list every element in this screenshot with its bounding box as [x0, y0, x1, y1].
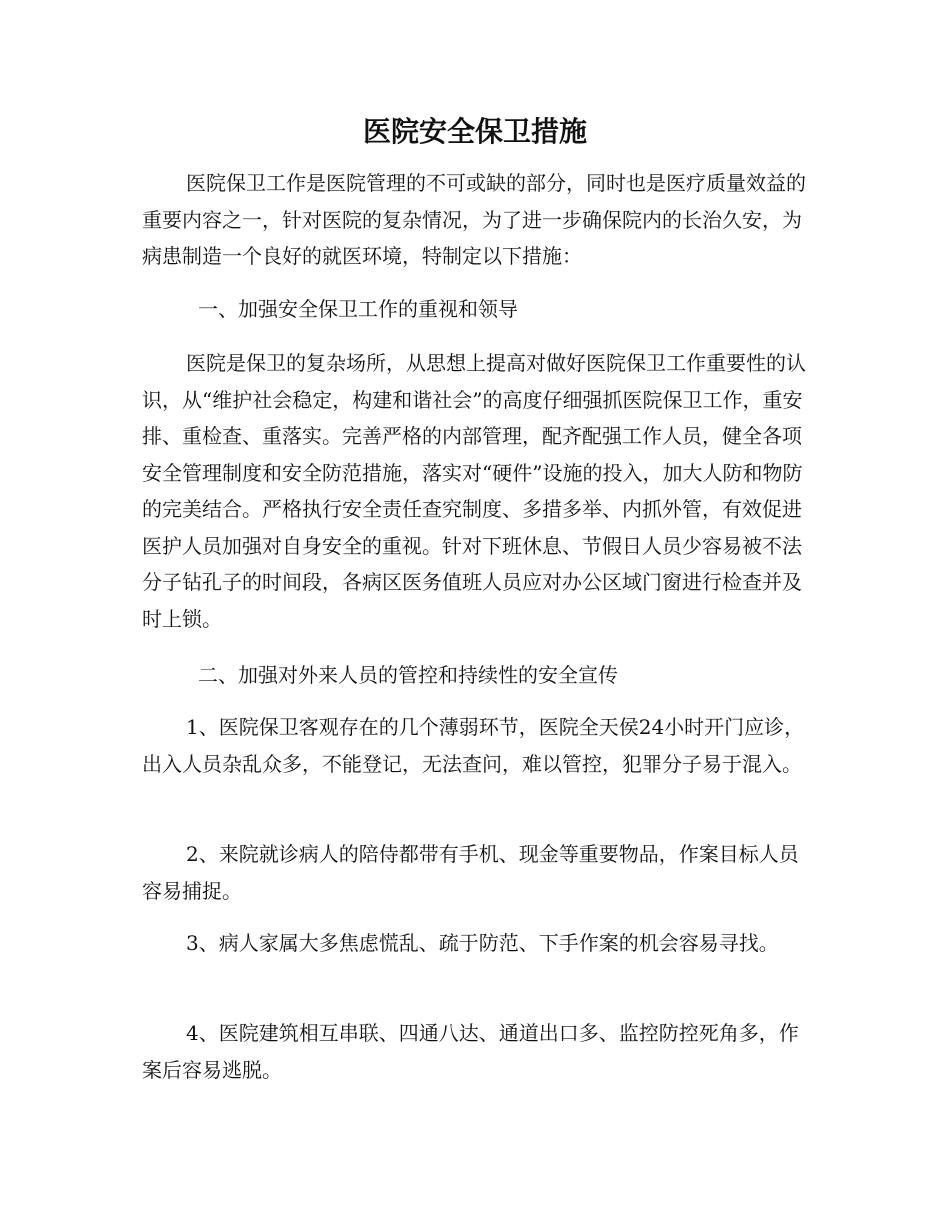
- intro-paragraph: 医院保卫工作是医院管理的不可或缺的部分，同时也是医疗质量效益的重要内容之一，针对医院的复杂情况，为了进一步确保院内的长治久安，为病患制造一个良好的就医环境，特制定以下措施：: [142, 171, 806, 268]
- list-item-4: 4、医院建筑相互串联、四通八达、通道出口多、监控防控死角多，作案后容易逃脱。: [142, 1021, 799, 1082]
- list-item-1: 1、医院保卫客观存在的几个薄弱环节，医院全天侯24小时开门应诊，出入人员杂乱众多，不能登记，无法查问，难以管控，犯罪分子易于混入。: [142, 715, 805, 776]
- section1-paragraph: 医院是保卫的复杂场所，从思想上提高对做好医院保卫工作重要性的认识，从“维护社会稳定，构建和谐社会”的高度仔细强抓医院保卫工作，重安排、重检查、重落实。完善严格的内部管理，配齐配强工作人员，健全各项安全管理制度和安全防范措施，落实对“硬件”设施的投入，加大人防和物防的完美结合。严格执行安全责任查究制度、多措多举、内抓外管，有效促进医护人员加强对自身安全的重视。针对下班休息、节假日人员少容易被不法分子钻孔子的时间段，各病区医务值班人员应对办公区域门窗进行检查并及时上锁。: [142, 351, 806, 631]
- section2-heading: 二、加强对外来人员的管控和持续性的安全宣传: [198, 663, 618, 687]
- list-item-2: 2、来院就诊病人的陪侍都带有手机、现金等重要物品，作案目标人员容易捕捉。: [142, 842, 799, 903]
- list-item-3: 3、病人家属大多焦虑慌乱、疏于防范、下手作案的机会容易寻找。: [186, 931, 779, 955]
- section1-heading: 一、加强安全保卫工作的重视和领导: [198, 297, 518, 321]
- document-title: 医院安全保卫措施: [362, 115, 587, 148]
